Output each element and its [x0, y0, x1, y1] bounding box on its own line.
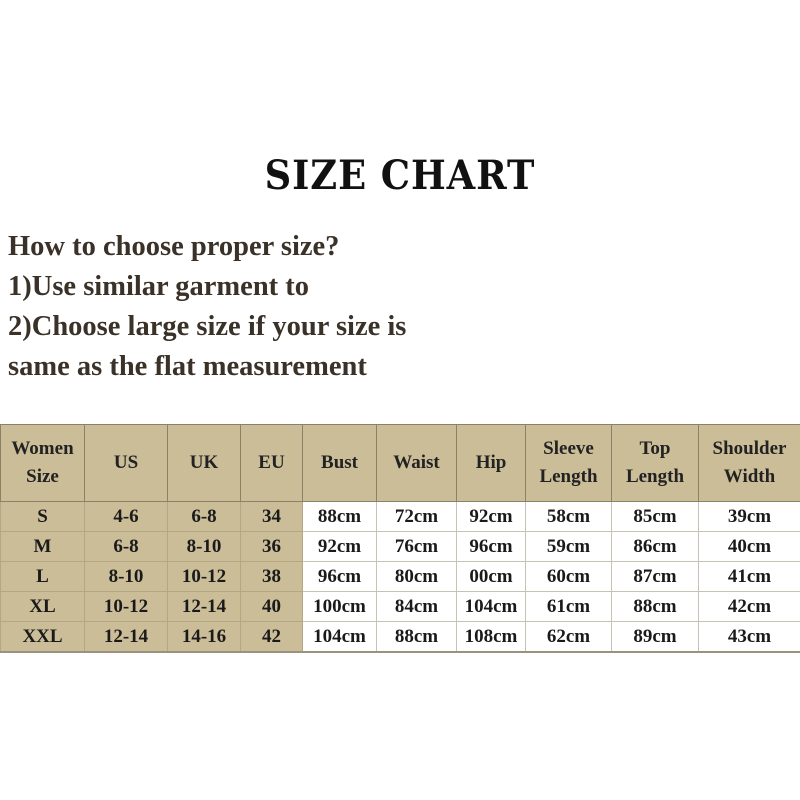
cell-eu: 38 [241, 562, 303, 592]
cell-shoulder-width: 43cm [699, 622, 800, 653]
header-shoulder-width: Shoulder Width [699, 425, 800, 502]
cell-sleeve-length: 59cm [526, 532, 612, 562]
cell-size: XL [1, 592, 85, 622]
cell-hip: 92cm [457, 502, 526, 532]
cell-size: XXL [1, 622, 85, 653]
cell-size: S [1, 502, 85, 532]
cell-sleeve-length: 61cm [526, 592, 612, 622]
cell-uk: 8-10 [168, 532, 241, 562]
cell-sleeve-length: 60cm [526, 562, 612, 592]
size-instructions [8, 227, 406, 387]
page-title: SIZE CHART [264, 152, 536, 199]
cell-shoulder-width: 41cm [699, 562, 800, 592]
cell-sleeve-length: 62cm [526, 622, 612, 653]
table-header-row [1, 425, 800, 502]
cell-top-length: 89cm [612, 622, 699, 653]
cell-uk: 14-16 [168, 622, 241, 653]
cell-eu: 40 [241, 592, 303, 622]
cell-bust: 104cm [303, 622, 377, 653]
cell-us: 4-6 [85, 502, 168, 532]
table-row [1, 562, 800, 592]
cell-waist: 76cm [377, 532, 457, 562]
cell-eu: 34 [241, 502, 303, 532]
cell-hip: 00cm [457, 562, 526, 592]
cell-us: 10-12 [85, 592, 168, 622]
header-waist: Waist [377, 425, 457, 502]
cell-size: L [1, 562, 85, 592]
cell-shoulder-width: 39cm [699, 502, 800, 532]
header-bust: Bust [303, 425, 377, 502]
cell-waist: 88cm [377, 622, 457, 653]
size-table [0, 424, 800, 653]
cell-hip: 104cm [457, 592, 526, 622]
cell-top-length: 87cm [612, 562, 699, 592]
cell-eu: 36 [241, 532, 303, 562]
instruction-line: 1)Use similar garment to [8, 271, 310, 302]
table-row [1, 592, 800, 622]
cell-uk: 12-14 [168, 592, 241, 622]
cell-us: 8-10 [85, 562, 168, 592]
cell-top-length: 86cm [612, 532, 699, 562]
table-row [1, 622, 800, 653]
instruction-line: same as the flat measurement [8, 351, 367, 382]
cell-us: 6-8 [85, 532, 168, 562]
header-women-size: Women Size [1, 425, 85, 502]
table-row [1, 502, 800, 532]
cell-us: 12-14 [85, 622, 168, 653]
cell-hip: 108cm [457, 622, 526, 653]
cell-size: M [1, 532, 85, 562]
cell-top-length: 88cm [612, 592, 699, 622]
header-eu: EU [241, 425, 303, 502]
instruction-line: 2)Choose large size if your size is [8, 311, 407, 342]
cell-waist: 84cm [377, 592, 457, 622]
header-hip: Hip [457, 425, 526, 502]
header-top-length: Top Length [612, 425, 699, 502]
header-sleeve-length: Sleeve Length [526, 425, 612, 502]
header-uk: UK [168, 425, 241, 502]
cell-bust: 88cm [303, 502, 377, 532]
cell-sleeve-length: 58cm [526, 502, 612, 532]
cell-waist: 72cm [377, 502, 457, 532]
cell-shoulder-width: 42cm [699, 592, 800, 622]
table-row [1, 532, 800, 562]
cell-shoulder-width: 40cm [699, 532, 800, 562]
instruction-line: How to choose proper size? [8, 231, 340, 262]
cell-top-length: 85cm [612, 502, 699, 532]
cell-bust: 100cm [303, 592, 377, 622]
cell-bust: 96cm [303, 562, 377, 592]
header-us: US [85, 425, 168, 502]
cell-uk: 10-12 [168, 562, 241, 592]
cell-hip: 96cm [457, 532, 526, 562]
cell-waist: 80cm [377, 562, 457, 592]
cell-bust: 92cm [303, 532, 377, 562]
cell-uk: 6-8 [168, 502, 241, 532]
cell-eu: 42 [241, 622, 303, 653]
